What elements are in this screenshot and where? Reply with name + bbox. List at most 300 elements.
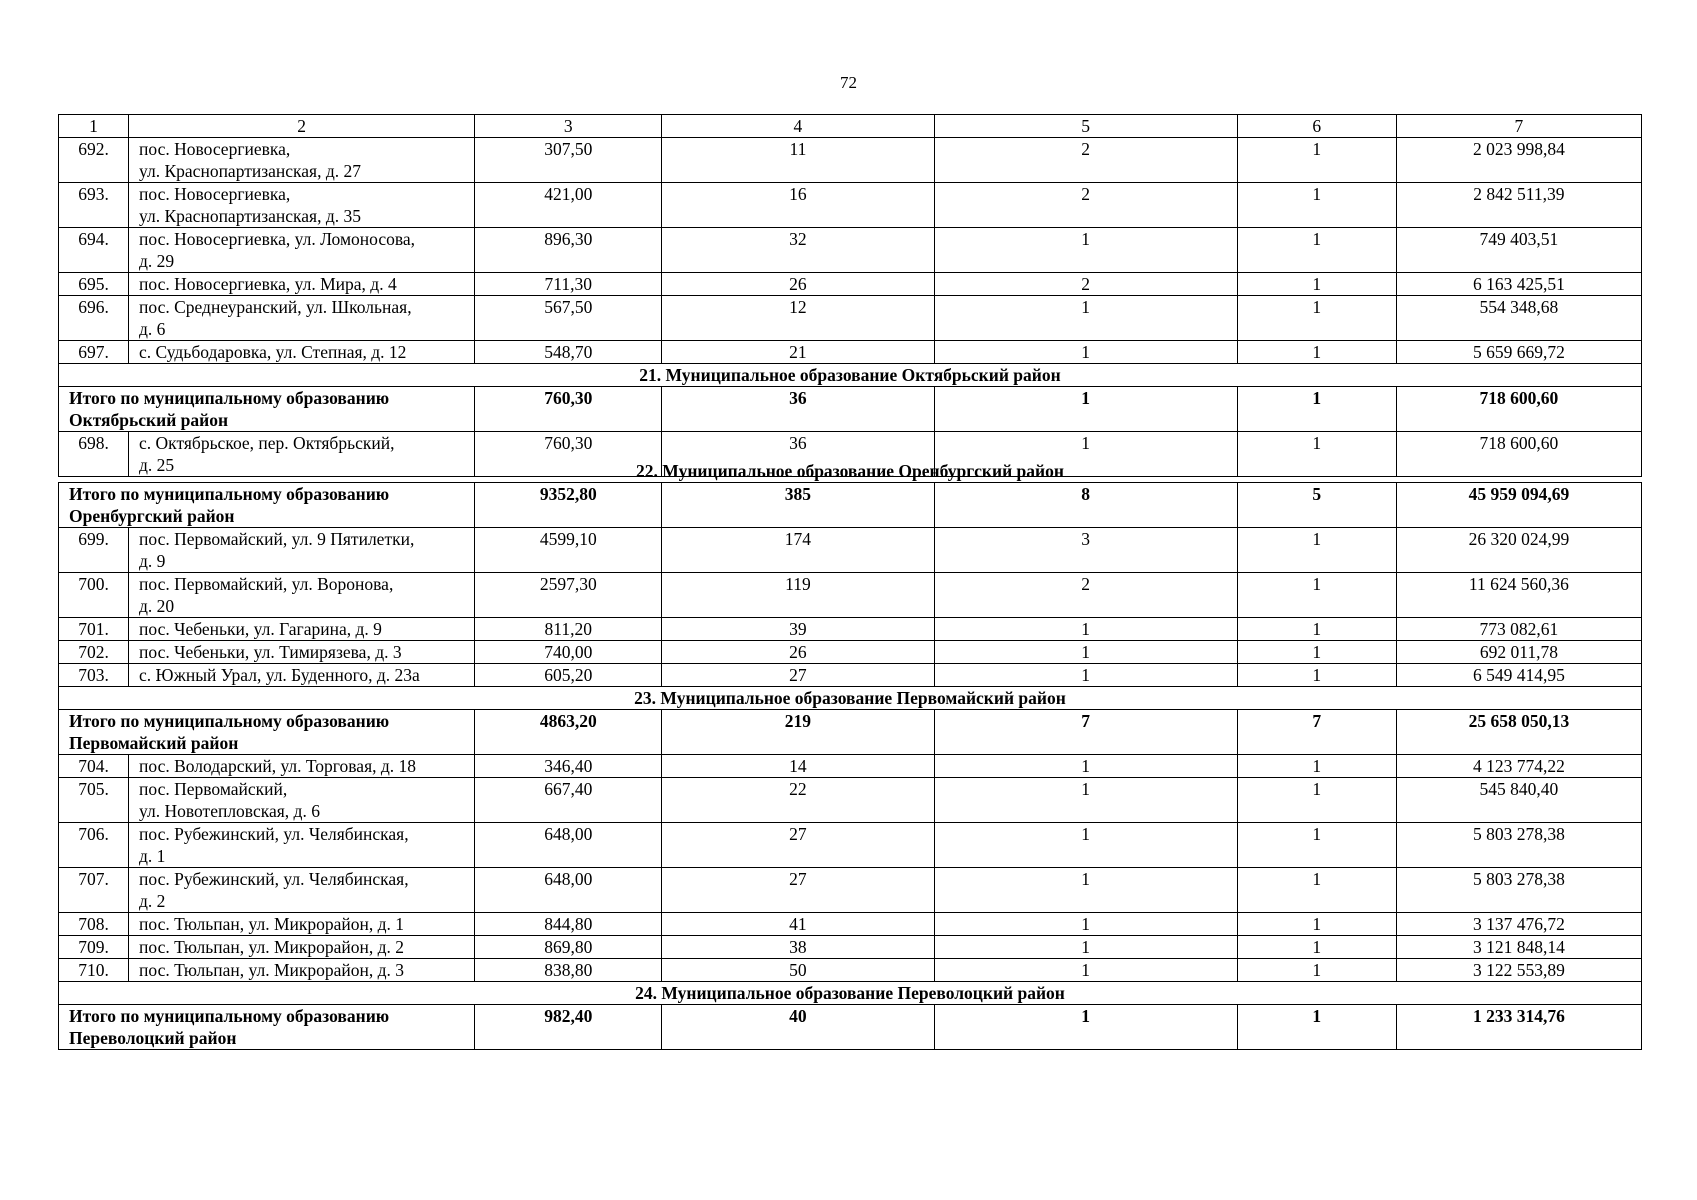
residents-cell-value: 21 <box>789 342 807 362</box>
table-row <box>59 573 1642 618</box>
residents-cell <box>662 868 934 913</box>
cost-cell <box>1396 618 1641 641</box>
cost-cell <box>1396 138 1641 183</box>
total-cost <box>1396 387 1641 432</box>
row-number-value: 694. <box>78 229 109 249</box>
col6-cell-value: 1 <box>1312 297 1322 317</box>
cost-cell-value: 5 659 669,72 <box>1472 342 1565 362</box>
address-line-1: пос. Новосергиевка, <box>139 139 291 159</box>
cost-cell-value: 2 023 998,84 <box>1472 139 1565 159</box>
total-residents-value: 36 <box>789 388 807 408</box>
area-cell <box>475 183 662 228</box>
col6-cell-value: 1 <box>1312 574 1322 594</box>
cost-cell <box>1396 641 1641 664</box>
col6-cell <box>1237 228 1396 273</box>
address-cell <box>129 755 475 778</box>
residents-cell <box>662 778 934 823</box>
cost-cell <box>1396 228 1641 273</box>
area-cell <box>475 528 662 573</box>
total-cost-value: 1 233 314,76 <box>1472 1006 1565 1026</box>
column-header: 4 <box>662 115 934 138</box>
area-cell <box>475 296 662 341</box>
row-number <box>59 913 129 936</box>
address-cell <box>129 528 475 573</box>
col5-cell-value: 2 <box>1081 274 1090 294</box>
total-residents-value: 219 <box>784 711 812 731</box>
col5-cell-value: 1 <box>1081 937 1090 957</box>
table-row <box>59 618 1642 641</box>
address-cell <box>129 341 475 364</box>
residents-cell-value: 41 <box>789 914 807 934</box>
col6-cell-value: 1 <box>1312 229 1322 249</box>
cost-cell <box>1396 273 1641 296</box>
address-line-2: д. 25 <box>139 455 175 475</box>
area-cell <box>475 778 662 823</box>
address-line-1: пос. Володарский, ул. Торговая, д. 18 <box>139 756 417 776</box>
total-area <box>475 387 662 432</box>
residents-cell-value: 12 <box>789 297 807 317</box>
address-cell <box>129 228 475 273</box>
total-col5 <box>934 387 1237 432</box>
total-area <box>475 710 662 755</box>
address-line-1: с. Октябрьское, пер. Октябрьский, <box>139 433 395 453</box>
total-col5-value: 1 <box>1081 1006 1090 1026</box>
row-number-value: 706. <box>78 824 109 844</box>
residents-cell-value: 14 <box>789 756 807 776</box>
row-number <box>59 341 129 364</box>
address-line-1: пос. Тюльпан, ул. Микрорайон, д. 3 <box>139 960 405 980</box>
cost-cell <box>1396 573 1641 618</box>
address-cell <box>129 913 475 936</box>
table-row <box>59 528 1642 573</box>
total-col5-value: 8 <box>1081 484 1090 504</box>
cost-cell <box>1396 913 1641 936</box>
data-table-part-2 <box>58 482 1642 1050</box>
area-cell-value: 760,30 <box>544 433 593 453</box>
row-number-value: 697. <box>78 342 109 362</box>
area-cell <box>475 823 662 868</box>
residents-cell <box>662 913 934 936</box>
area-cell-value: 2597,30 <box>539 574 597 594</box>
area-cell-value: 548,70 <box>544 342 593 362</box>
area-cell-value: 811,20 <box>544 619 593 639</box>
residents-cell <box>662 573 934 618</box>
residents-cell-value: 50 <box>789 960 807 980</box>
col5-cell-value: 1 <box>1081 342 1090 362</box>
total-residents <box>662 483 934 528</box>
cost-cell <box>1396 778 1641 823</box>
col6-cell <box>1237 641 1396 664</box>
table-row <box>59 341 1642 364</box>
col6-cell <box>1237 936 1396 959</box>
total-cost-value: 718 600,60 <box>1479 388 1559 408</box>
residents-cell-value: 26 <box>789 274 807 294</box>
section-title-row <box>59 364 1642 387</box>
row-number <box>59 528 129 573</box>
residents-cell <box>662 755 934 778</box>
col6-cell <box>1237 755 1396 778</box>
cost-cell <box>1396 664 1641 687</box>
cost-cell-value: 3 121 848,14 <box>1472 937 1565 957</box>
address-line-1: пос. Тюльпан, ул. Микрорайон, д. 1 <box>139 914 405 934</box>
col5-cell <box>934 341 1237 364</box>
row-number-value: 700. <box>78 574 109 594</box>
address-cell <box>129 183 475 228</box>
col6-cell-value: 1 <box>1312 274 1322 294</box>
row-number <box>59 936 129 959</box>
area-cell <box>475 228 662 273</box>
area-cell-value: 648,00 <box>544 869 593 889</box>
residents-cell-value: 16 <box>789 184 807 204</box>
area-cell-value: 740,00 <box>544 642 593 662</box>
section-title-row <box>59 687 1642 710</box>
row-number <box>59 138 129 183</box>
section-title: 24. Муниципальное образование Переволоцкий район <box>59 982 1642 1005</box>
address-line-1: пос. Тюльпан, ул. Микрорайон, д. 2 <box>139 937 405 957</box>
total-col6 <box>1237 483 1396 528</box>
cost-cell-value: 6 163 425,51 <box>1472 274 1565 294</box>
address-line-2: ул. Новотепловская, д. 6 <box>139 801 320 821</box>
col6-cell-value: 1 <box>1312 914 1322 934</box>
address-line-1: пос. Рубежинский, ул. Челябинская, <box>139 824 409 844</box>
total-area-value: 9352,80 <box>539 484 597 504</box>
area-cell <box>475 664 662 687</box>
residents-cell <box>662 664 934 687</box>
address-line-2: д. 9 <box>139 551 166 571</box>
total-residents <box>662 1005 934 1050</box>
row-number <box>59 664 129 687</box>
cost-cell-value: 26 320 024,99 <box>1468 529 1570 549</box>
table-row <box>59 868 1642 913</box>
total-residents-value: 40 <box>789 1006 807 1026</box>
residents-cell <box>662 936 934 959</box>
cost-cell-value: 4 123 774,22 <box>1472 756 1565 776</box>
total-label-line: Итого по муниципальному образованию <box>69 388 390 408</box>
col6-cell-value: 1 <box>1312 824 1322 844</box>
total-col5 <box>934 1005 1237 1050</box>
total-cost <box>1396 710 1641 755</box>
row-number-value: 705. <box>78 779 109 799</box>
total-col5 <box>934 483 1237 528</box>
area-cell <box>475 573 662 618</box>
residents-cell <box>662 138 934 183</box>
col5-cell <box>934 183 1237 228</box>
total-row <box>59 483 1642 528</box>
col5-cell <box>934 778 1237 823</box>
total-row <box>59 710 1642 755</box>
col5-cell-value: 1 <box>1081 619 1090 639</box>
area-cell-value: 346,40 <box>544 756 593 776</box>
col6-cell <box>1237 618 1396 641</box>
cost-cell-value: 6 549 414,95 <box>1472 665 1565 685</box>
address-line-2: д. 6 <box>139 319 166 339</box>
row-number <box>59 755 129 778</box>
address-cell <box>129 778 475 823</box>
col5-cell <box>934 823 1237 868</box>
table-row <box>59 913 1642 936</box>
col6-cell <box>1237 296 1396 341</box>
address-line-1: пос. Новосергиевка, ул. Ломоносова, <box>139 229 416 249</box>
address-line-1: пос. Новосергиевка, ул. Мира, д. 4 <box>139 274 397 294</box>
area-cell-value: 567,50 <box>544 297 593 317</box>
col6-cell-value: 1 <box>1312 665 1322 685</box>
col6-cell <box>1237 913 1396 936</box>
cost-cell <box>1396 341 1641 364</box>
row-number <box>59 959 129 982</box>
col5-cell-value: 1 <box>1081 433 1090 453</box>
col5-cell <box>934 618 1237 641</box>
row-number-value: 695. <box>78 274 109 294</box>
residents-cell-value: 36 <box>789 433 807 453</box>
address-cell <box>129 868 475 913</box>
row-number-value: 703. <box>78 665 109 685</box>
col5-cell-value: 1 <box>1081 869 1090 889</box>
row-number-value: 693. <box>78 184 109 204</box>
address-cell <box>129 273 475 296</box>
area-cell-value: 896,30 <box>544 229 593 249</box>
col5-cell <box>934 273 1237 296</box>
residents-cell <box>662 228 934 273</box>
cost-cell <box>1396 755 1641 778</box>
table-row <box>59 183 1642 228</box>
area-cell-value: 605,20 <box>544 665 593 685</box>
col5-cell <box>934 755 1237 778</box>
table-row <box>59 296 1642 341</box>
address-line-1: пос. Среднеуранский, ул. Школьная, <box>139 297 412 317</box>
col6-cell-value: 1 <box>1312 184 1322 204</box>
cost-cell <box>1396 823 1641 868</box>
cost-cell-value: 3 137 476,72 <box>1472 914 1565 934</box>
address-cell <box>129 823 475 868</box>
table-row <box>59 959 1642 982</box>
address-line-2: ул. Краснопартизанская, д. 35 <box>139 206 362 226</box>
total-col5 <box>934 710 1237 755</box>
row-number <box>59 296 129 341</box>
col6-cell <box>1237 959 1396 982</box>
residents-cell-value: 27 <box>789 869 807 889</box>
address-line-1: с. Южный Урал, ул. Буденного, д. 23а <box>139 665 420 685</box>
col5-cell <box>934 959 1237 982</box>
address-cell <box>129 641 475 664</box>
address-line-1: пос. Чебеньки, ул. Тимирязева, д. 3 <box>139 642 402 662</box>
table-row <box>59 641 1642 664</box>
residents-cell-value: 27 <box>789 665 807 685</box>
col5-cell-value: 1 <box>1081 642 1090 662</box>
area-cell <box>475 641 662 664</box>
total-label <box>59 387 475 432</box>
table-row <box>59 778 1642 823</box>
row-number <box>59 573 129 618</box>
col6-cell <box>1237 664 1396 687</box>
row-number <box>59 618 129 641</box>
total-col6 <box>1237 1005 1396 1050</box>
cost-cell-value: 2 842 511,39 <box>1473 184 1565 204</box>
area-cell <box>475 138 662 183</box>
total-col6-value: 5 <box>1312 484 1322 504</box>
cost-cell-value: 692 011,78 <box>1479 642 1558 662</box>
row-number <box>59 823 129 868</box>
row-number-value: 708. <box>78 914 109 934</box>
row-number-value: 698. <box>78 433 109 453</box>
address-line-2: ул. Краснопартизанская, д. 27 <box>139 161 362 181</box>
area-cell <box>475 341 662 364</box>
address-cell <box>129 664 475 687</box>
residents-cell-value: 27 <box>789 824 807 844</box>
total-area <box>475 1005 662 1050</box>
area-cell <box>475 868 662 913</box>
col5-cell-value: 1 <box>1081 960 1090 980</box>
total-cost-value: 45 959 094,69 <box>1468 484 1570 504</box>
col6-cell <box>1237 573 1396 618</box>
residents-cell <box>662 183 934 228</box>
address-cell <box>129 296 475 341</box>
residents-cell-value: 11 <box>789 139 807 159</box>
address-cell <box>129 138 475 183</box>
total-area <box>475 483 662 528</box>
col5-cell <box>934 296 1237 341</box>
table-row <box>59 138 1642 183</box>
data-table-part-1 <box>58 114 1642 477</box>
cost-cell <box>1396 868 1641 913</box>
col5-cell <box>934 936 1237 959</box>
address-line-1: пос. Первомайский, ул. 9 Пятилетки, <box>139 529 415 549</box>
col5-cell-value: 1 <box>1081 779 1090 799</box>
area-cell-value: 307,50 <box>544 139 593 159</box>
col5-cell-value: 2 <box>1081 184 1090 204</box>
address-line-2: д. 1 <box>139 846 166 866</box>
table-row <box>59 228 1642 273</box>
total-label-line: Итого по муниципальному образованию <box>69 484 390 504</box>
col6-cell-value: 1 <box>1312 139 1322 159</box>
row-number-value: 702. <box>78 642 109 662</box>
cost-cell-value: 5 803 278,38 <box>1472 869 1565 889</box>
residents-cell-value: 119 <box>785 574 811 594</box>
column-header: 2 <box>129 115 475 138</box>
column-header: 6 <box>1237 115 1396 138</box>
col6-cell-value: 1 <box>1312 869 1322 889</box>
cost-cell <box>1396 936 1641 959</box>
row-number-value: 704. <box>78 756 109 776</box>
col5-cell-value: 1 <box>1081 824 1090 844</box>
col6-cell-value: 1 <box>1312 529 1322 549</box>
residents-cell <box>662 959 934 982</box>
cost-cell <box>1396 183 1641 228</box>
address-line-1: пос. Новосергиевка, <box>139 184 291 204</box>
section-title-row <box>59 982 1642 1005</box>
col5-cell-value: 1 <box>1081 229 1090 249</box>
col5-cell-value: 2 <box>1081 139 1090 159</box>
address-line-1: пос. Чебеньки, ул. Гагарина, д. 9 <box>139 619 382 639</box>
cost-cell-value: 749 403,51 <box>1479 229 1559 249</box>
cost-cell-value: 718 600,60 <box>1479 433 1559 453</box>
address-cell <box>129 959 475 982</box>
row-number <box>59 641 129 664</box>
area-cell-value: 869,80 <box>544 937 593 957</box>
total-col6 <box>1237 710 1396 755</box>
cost-cell <box>1396 296 1641 341</box>
page-number: 72 <box>840 73 857 92</box>
col6-cell-value: 1 <box>1312 433 1322 453</box>
residents-cell <box>662 296 934 341</box>
total-col6 <box>1237 387 1396 432</box>
section-title: 22. Муниципальное образование Оренбургский район <box>636 461 1064 481</box>
total-col6-value: 7 <box>1312 711 1322 731</box>
address-line-1: пос. Первомайский, <box>139 779 288 799</box>
cost-cell-value: 773 082,61 <box>1479 619 1559 639</box>
area-cell <box>475 959 662 982</box>
address-cell <box>129 618 475 641</box>
col5-cell <box>934 573 1237 618</box>
total-label <box>59 1005 475 1050</box>
column-header: 7 <box>1396 115 1641 138</box>
total-label-line: Итого по муниципальному образованию <box>69 711 390 731</box>
area-cell <box>475 273 662 296</box>
row-number <box>59 868 129 913</box>
total-label <box>59 483 475 528</box>
col6-cell-value: 1 <box>1312 642 1322 662</box>
total-label-line: Октябрьский район <box>69 410 229 430</box>
total-label-line: Оренбургский район <box>69 506 235 526</box>
residents-cell-value: 32 <box>789 229 807 249</box>
row-number-value: 707. <box>78 869 109 889</box>
area-cell-value: 711,30 <box>544 274 593 294</box>
section-title: 23. Муниципальное образование Первомайский район <box>59 687 1642 710</box>
total-col5-value: 7 <box>1081 711 1090 731</box>
residents-cell-value: 26 <box>789 642 807 662</box>
total-cost <box>1396 1005 1641 1050</box>
address-line-1: пос. Первомайский, ул. Воронова, <box>139 574 394 594</box>
total-label-line: Первомайский район <box>69 733 239 753</box>
area-cell-value: 648,00 <box>544 824 593 844</box>
cost-cell-value: 5 803 278,38 <box>1472 824 1565 844</box>
col6-cell <box>1237 273 1396 296</box>
residents-cell <box>662 618 934 641</box>
residents-cell <box>662 528 934 573</box>
total-cost <box>1396 483 1641 528</box>
col6-cell-value: 1 <box>1312 960 1322 980</box>
section-title: 21. Муниципальное образование Октябрьский район <box>59 364 1642 387</box>
table-row <box>59 823 1642 868</box>
area-cell <box>475 618 662 641</box>
col5-cell <box>934 664 1237 687</box>
residents-cell-value: 39 <box>789 619 807 639</box>
col5-cell <box>934 868 1237 913</box>
row-number-value: 699. <box>78 529 109 549</box>
address-cell <box>129 573 475 618</box>
col5-cell-value: 1 <box>1081 914 1090 934</box>
col6-cell <box>1237 868 1396 913</box>
row-number-value: 701. <box>78 619 109 639</box>
row-number-value: 696. <box>78 297 109 317</box>
total-label <box>59 710 475 755</box>
area-cell-value: 667,40 <box>544 779 593 799</box>
table-row <box>59 936 1642 959</box>
address-line-1: с. Судьбодаровка, ул. Степная, д. 12 <box>139 342 407 362</box>
total-label-line: Итого по муниципальному образованию <box>69 1006 390 1026</box>
table-row <box>59 755 1642 778</box>
total-area-value: 4863,20 <box>539 711 597 731</box>
col6-cell <box>1237 341 1396 364</box>
col6-cell <box>1237 138 1396 183</box>
col6-cell <box>1237 778 1396 823</box>
col5-cell <box>934 913 1237 936</box>
row-number-value: 709. <box>78 937 109 957</box>
column-header: 3 <box>475 115 662 138</box>
total-label-line: Переволоцкий район <box>69 1028 237 1048</box>
col5-cell <box>934 228 1237 273</box>
row-number-value: 692. <box>78 139 109 159</box>
total-row <box>59 387 1642 432</box>
